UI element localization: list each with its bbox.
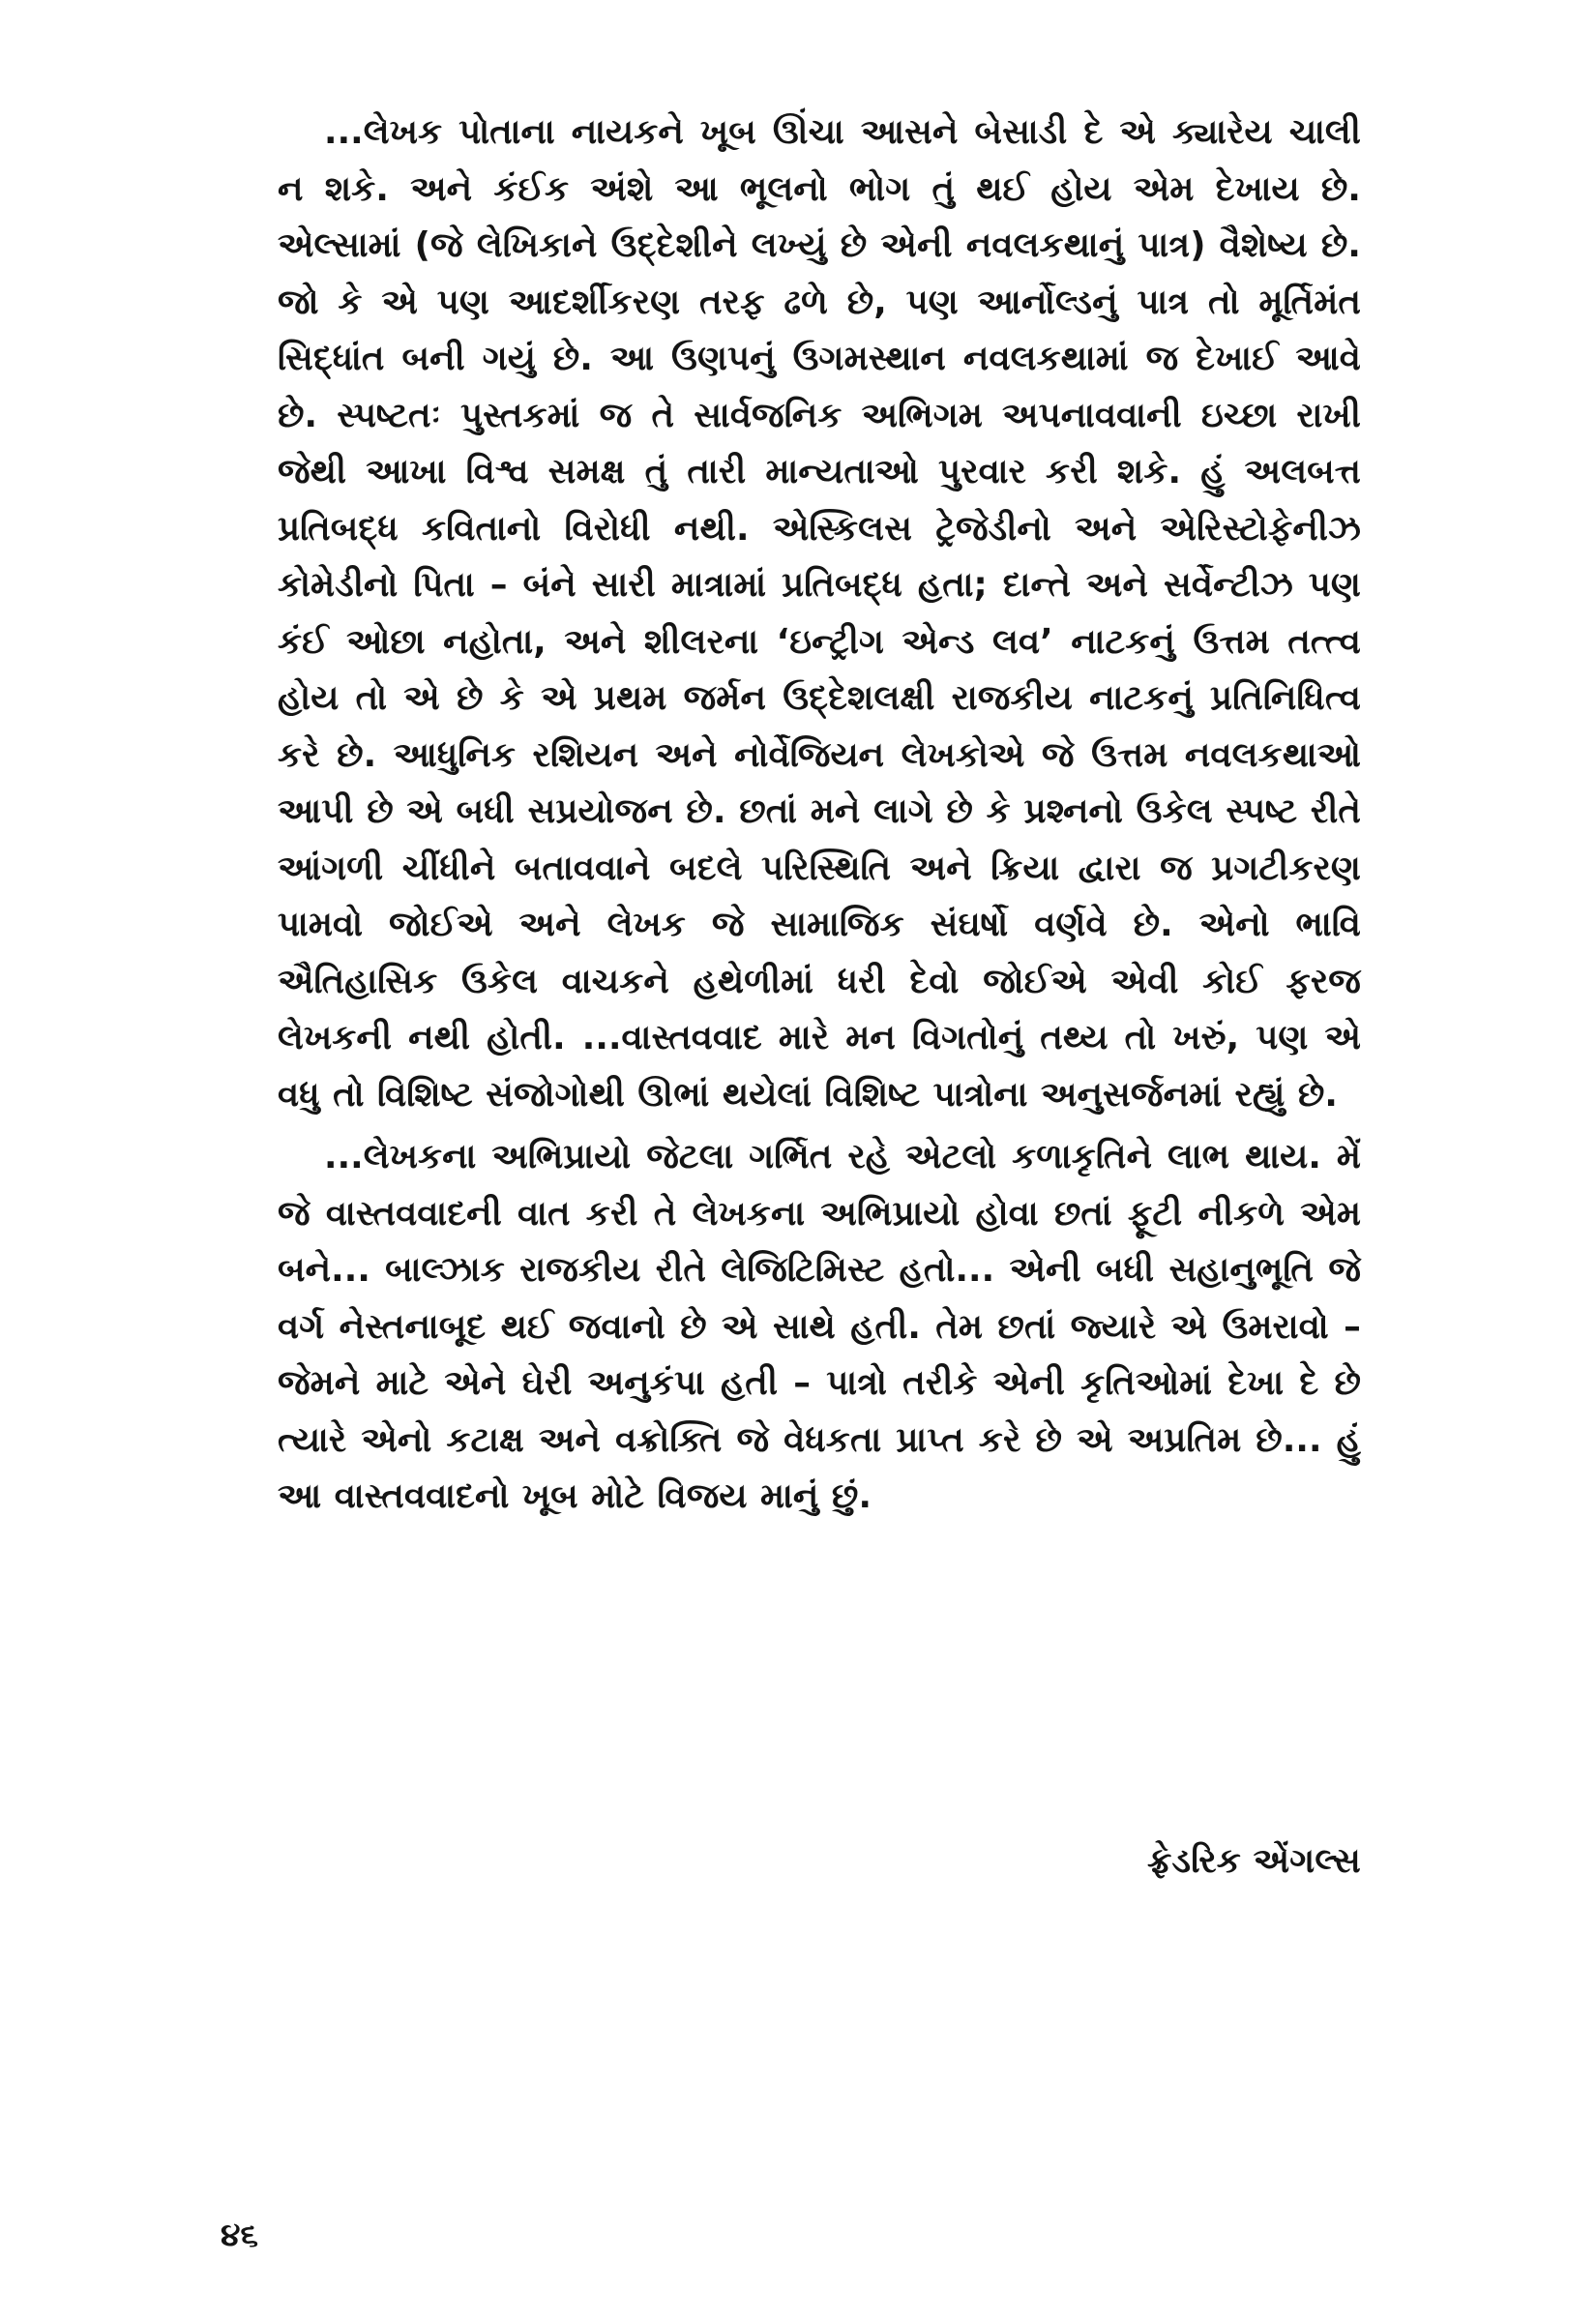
body-text-block	[278, 104, 1361, 1526]
page-number: ૪૬	[221, 2216, 258, 2253]
author-signature: ફ્રેડરિક એંગલ્સ	[1146, 1841, 1361, 1881]
paragraph-2: ...લેખકના અભિપ્રાયો જેટલા ગર્ભિત રહે એટલો કળાકૃતિને લાભ થાય. મેં જે વાસ્તવવાદની વાત કરી તે લેખકના અભિપ્રાયો હોવા છતાં ફૂટી નીકળે એમ બને... બાલ્ઝાક રાજકીય રીતે લેજિટિમિસ્ટ હતો... એની બધી સહાનુભૂતિ જે વર્ગ નેસ્તનાબૂદ થઈ જવાનો છે એ સાથે હતી. તેમ છતાં જ્યારે એ ઉમરાવો – જેમને માટે એને ઘેરી અનુકંપા હતી – પાત્રો તરીકે એની કૃતિઓમાં દેખા દે છે ત્યારે એનો કટાક્ષ અને વક્રોક્તિ જે વેધકતા પ્રાપ્ત કરે છે એ અપ્રતિમ છે... હું આ વાસ્તવવાદનો ખૂબ મોટે વિજય માનું છું.	[278, 1137, 1361, 1516]
paragraph-1: ...લેખક પોતાના નાયકને ખૂબ ઊંચા આસને બેસાડી દે એ ક્યારેય ચાલી ન શકે. અને કંઈક અંશે આ ભૂલનો ભોગ તું થઈ હોય એમ દેખાય છે. એલ્સામાં (જે લેખિકાને ઉદ્દેશીને લખ્યું છે એની નવલકથાનું પાત્ર) વૈશેષ્ય છે. જો કે એ પણ આદર્શીકરણ તરફ ઢળે છે, પણ આર્નોલ્ડનું પાત્ર તો મૂર્તિમંત સિદ્ધાંત બની ગયું છે. આ ઉણપનું ઉગમસ્થાન નવલકથામાં જ દેખાઈ આવે છે. સ્પષ્ટતઃ પુસ્તકમાં જ તે સાર્વજનિક અભિગમ અપનાવવાની ઇચ્છા રાખી જેથી આખા વિશ્વ સમક્ષ તું તારી માન્યતાઓ પુરવાર કરી શકે. હું અલબત્ત પ્રતિબદ્ધ કવિતાનો વિરોધી નથી. એસ્કિલસ ટ્રેજેડીનો અને એરિસ્ટોફેનીઝ કોમેડીનો પિતા – બંને સારી માત્રામાં પ્રતિબદ્ધ હતા; દાન્તે અને સર્વેન્ટીઝ પણ કંઈ ઓછા નહોતા, અને શીલરના ‘ઇન્ટ્રીગ એન્ડ લવ’ નાટકનું ઉત્તમ તત્ત્વ હોય તો એ છે કે એ પ્રથમ જર્મન ઉદ્દેશલક્ષી રાજકીય નાટકનું પ્રતિનિધિત્વ કરે છે. આધુનિક રશિયન અને નોર્વેજિયન લેખકોએ જે ઉત્તમ નવલકથાઓ આપી છે એ બધી સપ્રયોજન છે. છતાં મને લાગે છે કે પ્રશ્નનો ઉકેલ સ્પષ્ટ રીતે આંગળી ચીંધીને બતાવવાને બદલે પરિસ્થિતિ અને ક્રિયા દ્વારા જ પ્રગટીકરણ પામવો જોઈએ અને લેખક જે સામાજિક સંઘર્ષો વર્ણવે છે. એનો ભાવિ ઐતિહાસિક ઉકેલ વાચકને હથેળીમાં ધરી દેવો જોઈએ એવી કોઈ ફરજ લેખકની નથી હોતી. ...વાસ્તવવાદ મારે મન વિગતોનું તથ્ય તો ખરું, પણ એ વધુ તો વિશિષ્ટ સંજોગોથી ઊભાં થયેલાં વિશિષ્ટ પાત્રોના અનુસર્જનમાં રહ્યું છે.	[278, 112, 1361, 1115]
